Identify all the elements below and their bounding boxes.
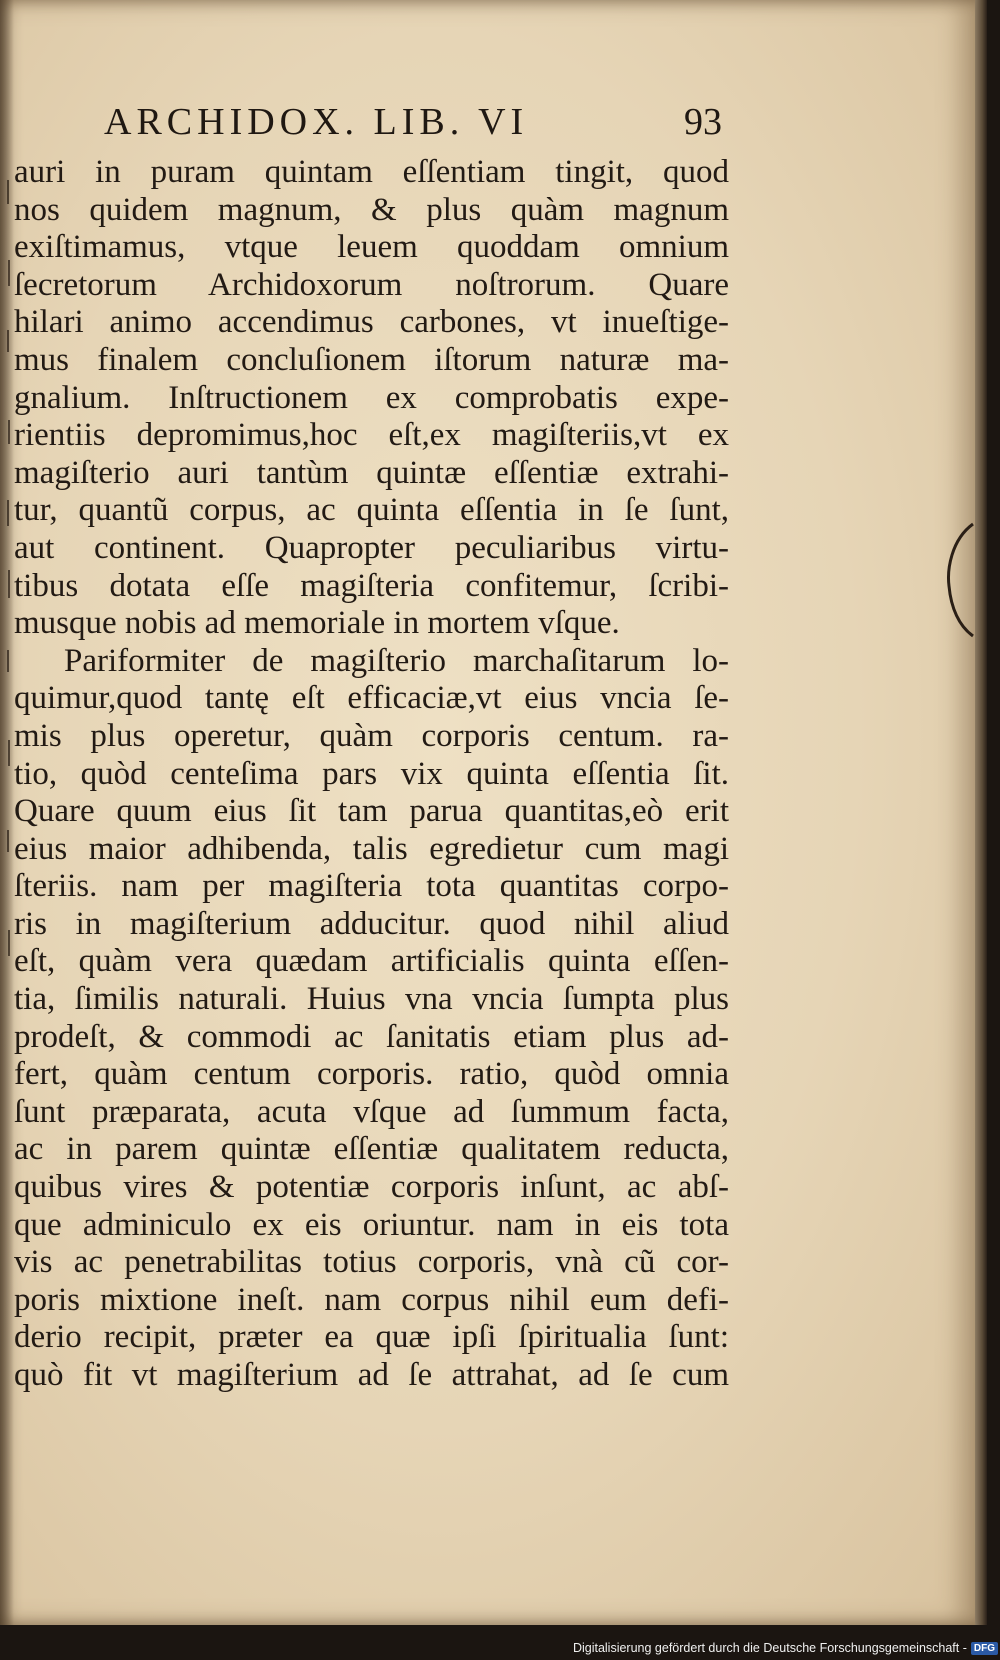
text-line: eius maior adhibenda, talis egredietur cum magi (14, 830, 729, 867)
page-number: 93 (684, 101, 722, 143)
dfg-logo: DFG (971, 1642, 998, 1655)
text-line: quimur,quod tantę eſt efficaciæ,vt eius vncia ſe- (14, 680, 729, 717)
credit-text: Digitalisierung gefördert durch die Deutsche Forschungsgemeinschaft - (572, 1641, 967, 1655)
text-line: derio recipit, præter ea quæ ipſi ſpiritualia ſunt: (14, 1319, 729, 1356)
text-line: ris in magiſterium adducitur. quod nihil aliud (14, 905, 729, 942)
text-line: tibus dotata eſſe magiſteria confitemur, ſcribi- (14, 567, 729, 604)
text-line: quò fit vt magiſterium ad ſe attrahat, ad ſe cum (14, 1357, 729, 1393)
text-line: gnalium. Inſtructionem ex comprobatis expe- (14, 379, 729, 416)
digitization-credit (573, 1638, 998, 1658)
running-head-title: ARCHIDOX. LIB. VI (104, 101, 529, 143)
text-line: mis plus operetur, quàm corporis centum. ra- (14, 717, 729, 754)
text-line: magiſterio auri tantùm quintæ eſſentiæ extrahi- (14, 454, 729, 491)
text-line: hilari animo accendimus carbones, vt inueſtige- (14, 304, 729, 341)
text-line: poris mixtione ineſt. nam corpus nihil eum defi- (14, 1281, 729, 1318)
text-line: tio, quòd centeſima pars vix quinta eſſentia ſit. (14, 755, 729, 792)
text-line: mus finalem concluſionem iſtorum naturæ ma- (14, 341, 729, 378)
text-line: auri in puram quintam eſſentiam tingit, quod (14, 154, 729, 190)
text-line: ſteriis. nam per magiſteria tota quantitas corpo- (14, 868, 729, 905)
text-line: quibus vires & potentiæ corporis inſunt, ac abſ- (14, 1169, 729, 1206)
text-line: ſecretorum Archidoxorum noſtrorum. Quare (14, 266, 729, 303)
text-line: que adminiculo ex eis oriuntur. nam in eis tota (14, 1206, 729, 1243)
text-line: exiſtimamus, vtque leuem quoddam omnium (14, 229, 729, 266)
page-edge (975, 0, 987, 1625)
text-line: vis ac penetrabilitas totius corporis, vnà cũ cor- (14, 1244, 729, 1281)
binding-clasp (945, 520, 975, 640)
text-line: eſt, quàm vera quædam artificialis quinta eſſen- (14, 943, 729, 980)
text-line: rientiis depromimus,hoc eſt,ex magiſteriis,vt ex (14, 417, 729, 454)
text-line: fert, quàm centum corporis. ratio, quòd omnia (14, 1056, 729, 1093)
text-line: Quare quum eius ſit tam parua quantitas,eò erit (14, 793, 729, 830)
text-line: aut continent. Quapropter peculiaribus virtu- (14, 529, 729, 566)
text-line: tia, ſimilis naturali. Huius vna vncia ſumpta plus (14, 981, 729, 1018)
running-head (104, 100, 724, 150)
body-text (14, 154, 729, 1395)
text-line: prodeſt, & commodi ac ſanitatis etiam plus ad- (14, 1018, 729, 1055)
text-line: ſunt præparata, acuta vſque ad ſummum facta, (14, 1093, 729, 1130)
text-line: nos quidem magnum, & plus quàm magnum (14, 191, 729, 228)
text-line: ac in parem quintæ eſſentiæ qualitatem reducta, (14, 1131, 729, 1168)
text-line: tur, quantũ corpus, ac quinta eſſentia in ſe ſunt, (14, 492, 729, 529)
text-line: musque nobis ad memoriale in mortem vſque. (14, 605, 620, 642)
text-line: Pariformiter de magiſterio marchaſitarum lo- (64, 642, 729, 679)
